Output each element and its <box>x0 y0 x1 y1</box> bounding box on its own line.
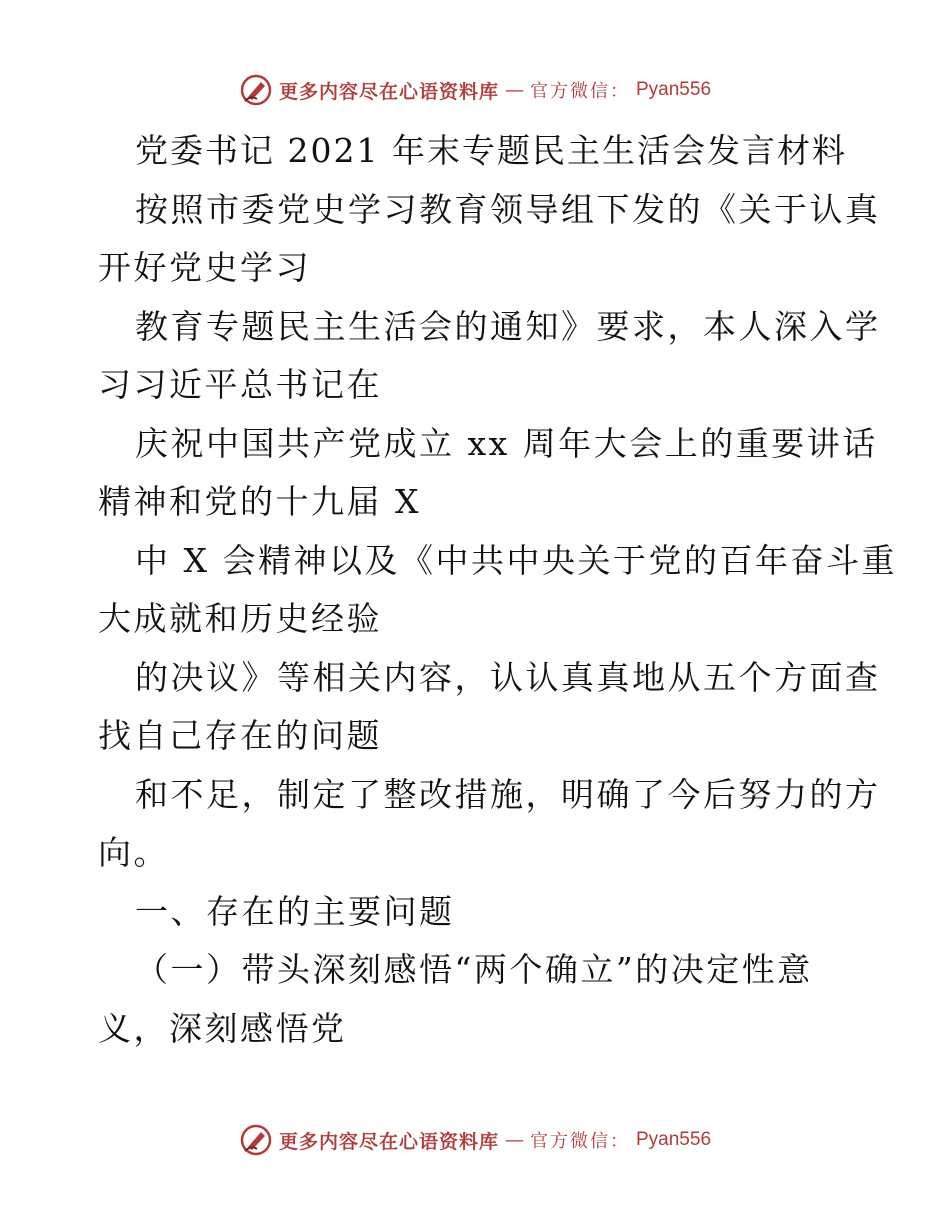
subsection-heading: （一）带头深刻感悟“两个确立”的决定性意 <box>135 950 813 989</box>
paragraph-line: 按照市委党史学习教育领导组下发的《关于认真 <box>135 189 881 229</box>
document-title: 党委书记 2021 年末专题民主生活会发言材料 <box>135 131 847 170</box>
paragraph-line: 大成就和历史经验 <box>98 599 382 638</box>
watermark-main-text: 更多内容尽在心语资料库 <box>278 80 499 103</box>
watermark-dash: — <box>505 1129 524 1151</box>
watermark-id: Pyan556 <box>636 79 712 100</box>
document-body <box>98 122 897 1058</box>
paragraph-line: 的决议》等相关内容，认认真真地从五个方面查 <box>135 657 881 697</box>
paragraph-line: 教育专题民主生活会的通知》要求，本人深入学 <box>135 306 881 346</box>
watermark-sub-text: 官方微信： <box>530 81 630 102</box>
header-watermark <box>0 70 950 110</box>
watermark-dash: — <box>505 79 524 101</box>
section-heading: 一、存在的主要问题 <box>135 891 455 931</box>
footer-watermark <box>0 1120 950 1160</box>
watermark-sub-text: 官方微信： <box>530 1131 630 1152</box>
paragraph-line: 习习近平总书记在 <box>98 365 382 404</box>
watermark-id: Pyan556 <box>636 1129 712 1150</box>
paragraph-line: 义，深刻感悟党 <box>98 1008 347 1048</box>
paragraph-line: 找自己存在的问题 <box>98 716 382 755</box>
paragraph-line: 庆祝中国共产党成立 xx 周年大会上的重要讲话 <box>135 423 878 463</box>
paragraph-line: 向。 <box>98 833 169 872</box>
logo-icon <box>239 1123 273 1157</box>
paragraph-line: 精神和党的十九届 X <box>98 482 421 521</box>
logo-icon <box>239 73 273 107</box>
paragraph-line: 中 X 会精神以及《中共中央关于党的百年奋斗重 <box>135 540 897 580</box>
paragraph-line: 和不足，制定了整改措施，明确了今后努力的方 <box>135 774 881 814</box>
paragraph-line: 开好党史学习 <box>98 248 311 287</box>
watermark-main-text: 更多内容尽在心语资料库 <box>278 1130 499 1153</box>
